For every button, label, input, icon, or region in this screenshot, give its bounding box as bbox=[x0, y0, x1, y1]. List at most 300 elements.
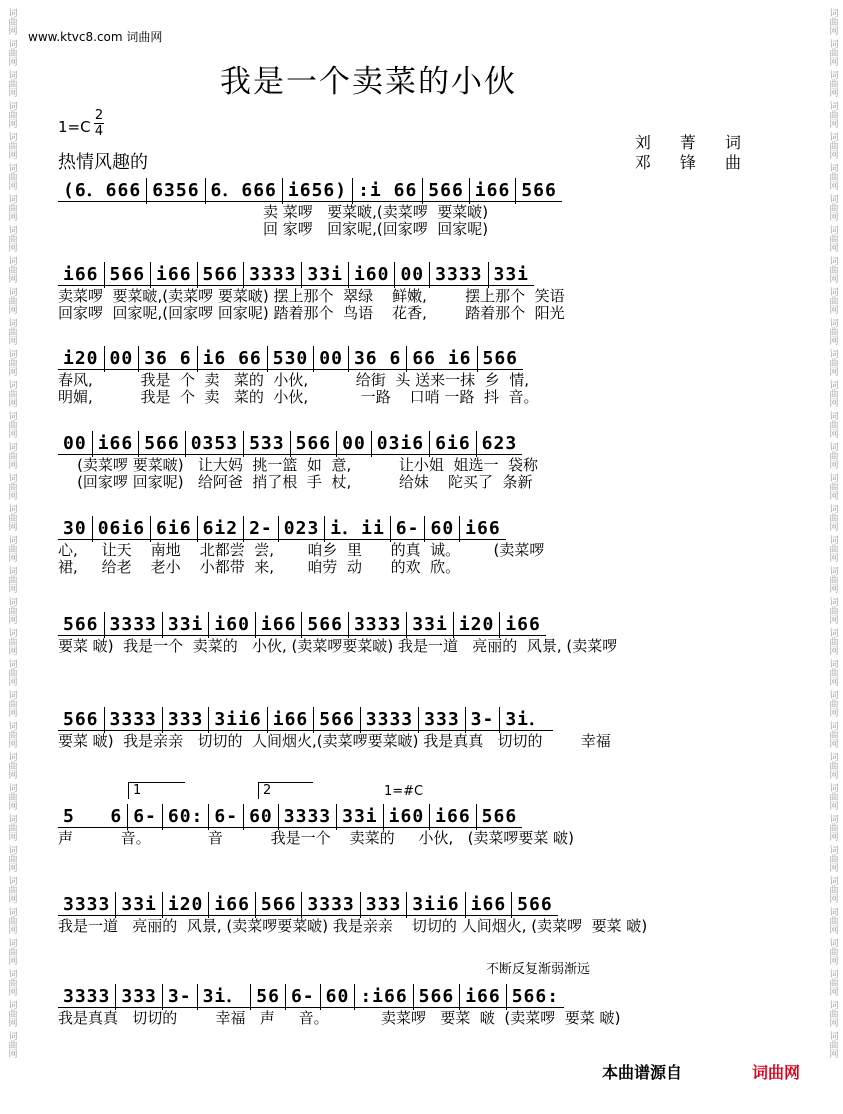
watermark-text: 词曲网 bbox=[827, 535, 838, 562]
watermark-text: 词曲网 bbox=[6, 721, 17, 748]
beam-underline bbox=[279, 539, 325, 540]
beam-underline bbox=[460, 539, 506, 540]
watermark-text: 词曲网 bbox=[6, 535, 17, 562]
watermark-text: 词曲网 bbox=[827, 132, 838, 159]
volta-2: 2 bbox=[258, 782, 313, 799]
beam-underline bbox=[209, 915, 255, 916]
beam-underline bbox=[516, 201, 562, 202]
measure: i60 bbox=[349, 262, 396, 288]
notation-line bbox=[58, 346, 778, 372]
measure: 333 bbox=[163, 707, 210, 733]
measure: 33i bbox=[163, 612, 210, 638]
beam-underline bbox=[268, 369, 314, 370]
beam-underline bbox=[251, 1007, 285, 1008]
measure: 333 bbox=[361, 892, 408, 918]
watermark-text: 词曲网 bbox=[6, 225, 17, 252]
beam-underline bbox=[198, 539, 244, 540]
tempo-marking: 热情风趣的 bbox=[58, 152, 148, 173]
measure: i60 bbox=[209, 612, 256, 638]
measure: 3333 bbox=[58, 984, 116, 1010]
beam-underline bbox=[147, 201, 204, 202]
measure: 566 bbox=[58, 707, 105, 733]
measure: 2- bbox=[244, 516, 279, 542]
beam-underline bbox=[302, 635, 348, 636]
watermark-text: 词曲网 bbox=[827, 752, 838, 779]
measure: :i66 bbox=[355, 984, 413, 1010]
measure: 0353 bbox=[186, 431, 244, 457]
measure: 6．666 bbox=[206, 178, 283, 204]
beam-underline bbox=[423, 201, 469, 202]
watermark-text: 词曲网 bbox=[827, 70, 838, 97]
watermark-text: 词曲网 bbox=[827, 1000, 838, 1027]
measure: 3333 bbox=[105, 612, 163, 638]
measure: i66 bbox=[58, 262, 105, 288]
lyric-line: 心, 让天 南地 北都尝 尝, 咱乡 里 的真 诚。 (卖菜啰 bbox=[58, 541, 545, 559]
watermark-text: 词曲网 bbox=[6, 938, 17, 965]
watermark-text: 词曲网 bbox=[827, 163, 838, 190]
measure: 333 bbox=[116, 984, 163, 1010]
beam-underline bbox=[466, 915, 512, 916]
measure: 566: bbox=[507, 984, 564, 1010]
beam-underline bbox=[151, 285, 197, 286]
beam-underline bbox=[268, 730, 314, 731]
watermark-text: 词曲网 bbox=[6, 845, 17, 872]
measure: 06i6 bbox=[93, 516, 151, 542]
beam-underline bbox=[163, 827, 209, 828]
lyric-line: 回 家啰 回家呢,(回家啰 回家呢) bbox=[58, 220, 489, 238]
beam-underline bbox=[116, 1007, 162, 1008]
watermark-text: 词曲网 bbox=[6, 380, 17, 407]
beam-underline bbox=[477, 454, 523, 455]
beam-underline bbox=[105, 285, 151, 286]
measure: 3333 bbox=[302, 892, 360, 918]
beam-underline bbox=[244, 539, 278, 540]
beam-underline bbox=[105, 730, 162, 731]
watermark-text: 词曲网 bbox=[827, 442, 838, 469]
watermark-text: 词曲网 bbox=[6, 39, 17, 66]
beam-underline bbox=[58, 635, 104, 636]
measure: i．ii bbox=[325, 516, 391, 542]
measure: i66 bbox=[466, 892, 513, 918]
beam-underline bbox=[430, 454, 476, 455]
watermark-text: 词曲网 bbox=[827, 814, 838, 841]
beam-underline bbox=[507, 1007, 564, 1008]
beam-underline bbox=[500, 730, 553, 731]
measure: i66 bbox=[460, 516, 506, 542]
beam-underline bbox=[198, 285, 244, 286]
beam-underline bbox=[430, 827, 476, 828]
notation-line bbox=[58, 707, 778, 733]
beam-underline bbox=[58, 539, 92, 540]
measure: i66 bbox=[209, 892, 256, 918]
beam-underline bbox=[244, 827, 278, 828]
measure: 566 bbox=[139, 431, 186, 457]
watermark-text: 词曲网 bbox=[6, 504, 17, 531]
watermark-right bbox=[823, 0, 841, 1114]
watermark-text: 词曲网 bbox=[6, 287, 17, 314]
beam-underline bbox=[58, 827, 127, 828]
watermark-text: 词曲网 bbox=[6, 969, 17, 996]
lyric-line: (回家啰 回家呢) 给阿爸 捎了根 手 杖, 给妹 陀买了 条新 bbox=[58, 473, 533, 491]
watermark-text: 词曲网 bbox=[6, 318, 17, 345]
score-system bbox=[58, 262, 778, 322]
beam-underline bbox=[460, 1007, 506, 1008]
score-system bbox=[58, 984, 778, 1027]
measure: 3333 bbox=[279, 804, 337, 830]
measure: (6．666 bbox=[58, 178, 147, 204]
measure: 6356 bbox=[147, 178, 205, 204]
measure: i66 bbox=[93, 431, 140, 457]
beam-underline bbox=[279, 827, 336, 828]
beam-underline bbox=[206, 201, 282, 202]
measure: 60 bbox=[321, 984, 356, 1010]
watermark-text: 词曲网 bbox=[827, 504, 838, 531]
watermark-text: 词曲网 bbox=[6, 8, 17, 35]
watermark-text: 词曲网 bbox=[6, 1031, 17, 1058]
beam-underline bbox=[244, 285, 301, 286]
measure: 6i6 bbox=[151, 516, 198, 542]
measure: 333 bbox=[419, 707, 466, 733]
measure: 566 bbox=[423, 178, 470, 204]
lyric-line: 声 音。 音 我是一个 卖菜的 小伙, (卖菜啰要菜 啵) bbox=[58, 829, 575, 847]
watermark-text: 词曲网 bbox=[827, 380, 838, 407]
watermark-text: 词曲网 bbox=[827, 256, 838, 283]
watermark-text: 词曲网 bbox=[827, 1031, 838, 1058]
score-system bbox=[58, 612, 778, 655]
beam-underline bbox=[128, 827, 162, 828]
beam-underline bbox=[395, 285, 429, 286]
beam-underline bbox=[256, 915, 302, 916]
source-label: 本曲谱源自 bbox=[602, 1063, 683, 1082]
measure: 3333 bbox=[430, 262, 488, 288]
measure: 3333 bbox=[58, 892, 116, 918]
score-system bbox=[58, 707, 778, 750]
measure: i656) bbox=[283, 178, 353, 204]
beam-underline bbox=[425, 539, 459, 540]
watermark-text: 词曲网 bbox=[6, 132, 17, 159]
modulation-key: 1=#C bbox=[384, 784, 424, 799]
beam-underline bbox=[430, 285, 487, 286]
watermark-text: 词曲网 bbox=[827, 907, 838, 934]
measure: 00 bbox=[58, 431, 93, 457]
beam-underline bbox=[372, 454, 429, 455]
watermark-text: 词曲网 bbox=[827, 225, 838, 252]
watermark-text: 词曲网 bbox=[827, 721, 838, 748]
beam-underline bbox=[477, 827, 523, 828]
lyricist-credit: 刘 菁 词 bbox=[634, 133, 753, 152]
score-system bbox=[58, 516, 778, 576]
measure: 6- bbox=[391, 516, 426, 542]
watermark-left bbox=[2, 0, 20, 1114]
beam-underline bbox=[302, 285, 348, 286]
watermark-text: 词曲网 bbox=[6, 659, 17, 686]
watermark-text: 词曲网 bbox=[827, 287, 838, 314]
measure: i66 bbox=[151, 262, 198, 288]
lyric-line: 我是真真 切切的 幸福 声 音。 卖菜啰 要菜 啵 (卖菜啰 要菜 啵) bbox=[58, 1009, 621, 1027]
measure: 6- bbox=[128, 804, 163, 830]
beam-underline bbox=[58, 730, 104, 731]
watermark-text: 词曲网 bbox=[827, 845, 838, 872]
beam-underline bbox=[163, 1007, 197, 1008]
beam-underline bbox=[139, 369, 196, 370]
watermark-text: 词曲网 bbox=[6, 163, 17, 190]
measure: 66 i6 bbox=[407, 346, 477, 372]
measure: 3ii6 bbox=[407, 892, 465, 918]
measure: 3333 bbox=[361, 707, 419, 733]
measure: 33i bbox=[337, 804, 384, 830]
beam-underline bbox=[105, 369, 139, 370]
measure: 3333 bbox=[349, 612, 407, 638]
measure: i20 bbox=[163, 892, 210, 918]
measure: 533 bbox=[244, 431, 291, 457]
watermark-text: 词曲网 bbox=[6, 256, 17, 283]
watermark-text: 词曲网 bbox=[827, 473, 838, 500]
measure: 3- bbox=[466, 707, 501, 733]
measure: 6- bbox=[286, 984, 321, 1010]
lyric-line: 裙, 给老 老小 小都带 来, 咱劳 动 的欢 欣。 bbox=[58, 558, 461, 576]
lyric-line: 我是一道 亮丽的 风景, (卖菜啰要菜啵) 我是亲亲 切切的 人间烟火, (卖菜啰 要菜 啵) bbox=[58, 917, 648, 935]
notation-line bbox=[58, 804, 778, 830]
measure: 566 bbox=[478, 346, 524, 372]
watermark-text: 词曲网 bbox=[827, 101, 838, 128]
time-top: 2 bbox=[94, 108, 104, 123]
measure: 00 bbox=[395, 262, 430, 288]
beam-underline bbox=[58, 915, 115, 916]
beam-underline bbox=[198, 369, 267, 370]
beam-underline bbox=[256, 635, 302, 636]
beam-underline bbox=[349, 285, 395, 286]
measure: 3i． bbox=[500, 707, 553, 733]
watermark-text: 词曲网 bbox=[6, 752, 17, 779]
measure: 00 bbox=[314, 346, 349, 372]
beam-underline bbox=[314, 730, 360, 731]
lyric-line: 春风, 我是 个 卖 菜的 小伙, 给街 头 送来一抹 乡 情, bbox=[58, 371, 529, 389]
measure: 00 bbox=[105, 346, 140, 372]
beam-underline bbox=[209, 730, 266, 731]
watermark-text: 词曲网 bbox=[6, 101, 17, 128]
measure: i66 bbox=[470, 178, 517, 204]
watermark-text: 词曲网 bbox=[827, 659, 838, 686]
score-system bbox=[58, 804, 778, 847]
measure: 33i bbox=[489, 262, 535, 288]
measure: 03i6 bbox=[372, 431, 430, 457]
watermark-text: 词曲网 bbox=[6, 473, 17, 500]
measure: 60 bbox=[244, 804, 279, 830]
measure: 566 bbox=[198, 262, 245, 288]
beam-underline bbox=[93, 454, 139, 455]
beam-underline bbox=[58, 454, 92, 455]
measure: 56 bbox=[251, 984, 286, 1010]
watermark-text: 词曲网 bbox=[6, 783, 17, 810]
measure: 3i． bbox=[198, 984, 252, 1010]
beam-underline bbox=[163, 730, 209, 731]
measure: 36 6 bbox=[349, 346, 407, 372]
measure: 5 6 bbox=[58, 804, 128, 830]
beam-underline bbox=[58, 201, 146, 202]
measure: i66 bbox=[500, 612, 546, 638]
watermark-text: 词曲网 bbox=[6, 411, 17, 438]
site-url[interactable]: www.ktvc8.com 词曲网 bbox=[28, 30, 163, 44]
beam-underline bbox=[512, 915, 558, 916]
notation-line bbox=[58, 178, 778, 204]
measure: 00 bbox=[337, 431, 372, 457]
notation-line bbox=[58, 892, 778, 918]
lyric-line: 要菜 啵) 我是亲亲 切切的 人间烟火,(卖菜啰要菜啵) 我是真真 切切的 幸福 bbox=[58, 732, 611, 750]
measure: 530 bbox=[268, 346, 315, 372]
beam-underline bbox=[291, 454, 337, 455]
score-system bbox=[58, 431, 778, 491]
measure: 60 bbox=[425, 516, 460, 542]
beam-underline bbox=[353, 201, 422, 202]
beam-underline bbox=[186, 454, 243, 455]
beam-underline bbox=[361, 730, 418, 731]
notation-line bbox=[58, 431, 778, 457]
measure: 566 bbox=[477, 804, 523, 830]
beam-underline bbox=[139, 454, 185, 455]
watermark-text: 词曲网 bbox=[6, 628, 17, 655]
watermark-text: 词曲网 bbox=[6, 597, 17, 624]
watermark-text: 词曲网 bbox=[6, 566, 17, 593]
lyric-line: (卖菜啰 要菜啵) 让大妈 挑一篮 如 意, 让小姐 姐选一 袋称 bbox=[58, 456, 538, 474]
time-bottom: 4 bbox=[94, 124, 104, 139]
beam-underline bbox=[384, 827, 430, 828]
beam-underline bbox=[163, 915, 209, 916]
beam-underline bbox=[337, 827, 383, 828]
watermark-text: 词曲网 bbox=[827, 876, 838, 903]
measure: 023 bbox=[279, 516, 326, 542]
beam-underline bbox=[454, 635, 500, 636]
time-signature bbox=[94, 108, 104, 139]
measure: 30 bbox=[58, 516, 93, 542]
beam-underline bbox=[321, 1007, 355, 1008]
beam-underline bbox=[244, 454, 290, 455]
watermark-text: 词曲网 bbox=[6, 349, 17, 376]
watermark-text: 词曲网 bbox=[827, 690, 838, 717]
measure: 6i6 bbox=[430, 431, 477, 457]
measure: i66 bbox=[268, 707, 315, 733]
beam-underline bbox=[355, 1007, 412, 1008]
watermark-text: 词曲网 bbox=[6, 1000, 17, 1027]
beam-underline bbox=[419, 730, 465, 731]
measure: 3333 bbox=[244, 262, 302, 288]
measure: 3333 bbox=[105, 707, 163, 733]
beam-underline bbox=[391, 539, 425, 540]
measure: 566 bbox=[302, 612, 349, 638]
beam-underline bbox=[209, 827, 243, 828]
lyric-line: 卖 菜啰 要菜啵,(卖菜啰 要菜啵) bbox=[58, 203, 489, 221]
key-signature: 1=C bbox=[58, 118, 91, 136]
measure: 60: bbox=[163, 804, 210, 830]
watermark-text: 词曲网 bbox=[827, 318, 838, 345]
measure: 566 bbox=[256, 892, 303, 918]
beam-underline bbox=[58, 1007, 115, 1008]
watermark-text: 词曲网 bbox=[6, 442, 17, 469]
watermark-text: 词曲网 bbox=[827, 783, 838, 810]
measure: 6i2 bbox=[198, 516, 245, 542]
measure: 3- bbox=[163, 984, 198, 1010]
beam-underline bbox=[93, 539, 150, 540]
measure: 33i bbox=[116, 892, 163, 918]
beam-underline bbox=[209, 635, 255, 636]
beam-underline bbox=[302, 915, 359, 916]
composer-credit: 邓 锋 曲 bbox=[634, 153, 753, 172]
measure: 566 bbox=[291, 431, 338, 457]
watermark-text: 词曲网 bbox=[827, 8, 838, 35]
beam-underline bbox=[163, 635, 209, 636]
watermark-text: 词曲网 bbox=[827, 938, 838, 965]
brand-link[interactable]: 词曲网 bbox=[752, 1063, 801, 1082]
beam-underline bbox=[361, 915, 407, 916]
watermark-text: 词曲网 bbox=[6, 814, 17, 841]
beam-underline bbox=[58, 285, 104, 286]
lyric-line: 卖菜啰 要菜啵,(卖菜啰 要菜啵) 摆上那个 翠绿 鲜嫩, 摆上那个 笑语 bbox=[58, 287, 565, 305]
beam-underline bbox=[286, 1007, 320, 1008]
beam-underline bbox=[325, 539, 390, 540]
beam-underline bbox=[489, 285, 535, 286]
watermark-text: 词曲网 bbox=[827, 194, 838, 221]
watermark-text: 词曲网 bbox=[827, 597, 838, 624]
watermark-text: 词曲网 bbox=[827, 628, 838, 655]
beam-underline bbox=[478, 369, 524, 370]
measure: 33i bbox=[407, 612, 454, 638]
volta-1: 1 bbox=[128, 782, 185, 799]
beam-underline bbox=[407, 915, 464, 916]
measure: 623 bbox=[477, 431, 523, 457]
score-system bbox=[58, 892, 778, 935]
beam-underline bbox=[314, 369, 348, 370]
watermark-text: 词曲网 bbox=[6, 70, 17, 97]
beam-underline bbox=[414, 1007, 460, 1008]
measure: 36 6 bbox=[139, 346, 197, 372]
watermark-text: 词曲网 bbox=[827, 39, 838, 66]
watermark-text: 词曲网 bbox=[827, 969, 838, 996]
measure: i66 bbox=[430, 804, 477, 830]
song-title: 我是一个卖菜的小伙 bbox=[220, 64, 517, 100]
measure: 566 bbox=[516, 178, 562, 204]
measure: 33i bbox=[302, 262, 349, 288]
watermark-text: 词曲网 bbox=[827, 349, 838, 376]
measure: 6- bbox=[209, 804, 244, 830]
measure: i20 bbox=[454, 612, 501, 638]
beam-underline bbox=[283, 201, 352, 202]
notation-line bbox=[58, 984, 778, 1010]
beam-underline bbox=[116, 915, 162, 916]
measure: 566 bbox=[105, 262, 152, 288]
watermark-text: 词曲网 bbox=[6, 194, 17, 221]
measure: :i 66 bbox=[353, 178, 423, 204]
beam-underline bbox=[500, 635, 546, 636]
watermark-text: 词曲网 bbox=[6, 876, 17, 903]
lyric-line: 回家啰 回家呢,(回家啰 回家呢) 踏着那个 鸟语 花香, 踏着那个 阳光 bbox=[58, 304, 565, 322]
score-system bbox=[58, 346, 778, 406]
watermark-text: 词曲网 bbox=[827, 566, 838, 593]
beam-underline bbox=[105, 635, 162, 636]
lyric-line: 明媚, 我是 个 卖 菜的 小伙, 一路 口哨 一路 抖 音。 bbox=[58, 388, 539, 406]
beam-underline bbox=[407, 369, 476, 370]
beam-underline bbox=[151, 539, 197, 540]
measure: i66 bbox=[460, 984, 507, 1010]
watermark-text: 词曲网 bbox=[6, 690, 17, 717]
beam-underline bbox=[470, 201, 516, 202]
beam-underline bbox=[407, 635, 453, 636]
beam-underline bbox=[198, 1007, 251, 1008]
score-system bbox=[58, 178, 778, 238]
measure: i60 bbox=[384, 804, 431, 830]
measure: i20 bbox=[58, 346, 105, 372]
measure: i66 bbox=[256, 612, 303, 638]
watermark-text: 词曲网 bbox=[827, 411, 838, 438]
measure: 566 bbox=[58, 612, 105, 638]
